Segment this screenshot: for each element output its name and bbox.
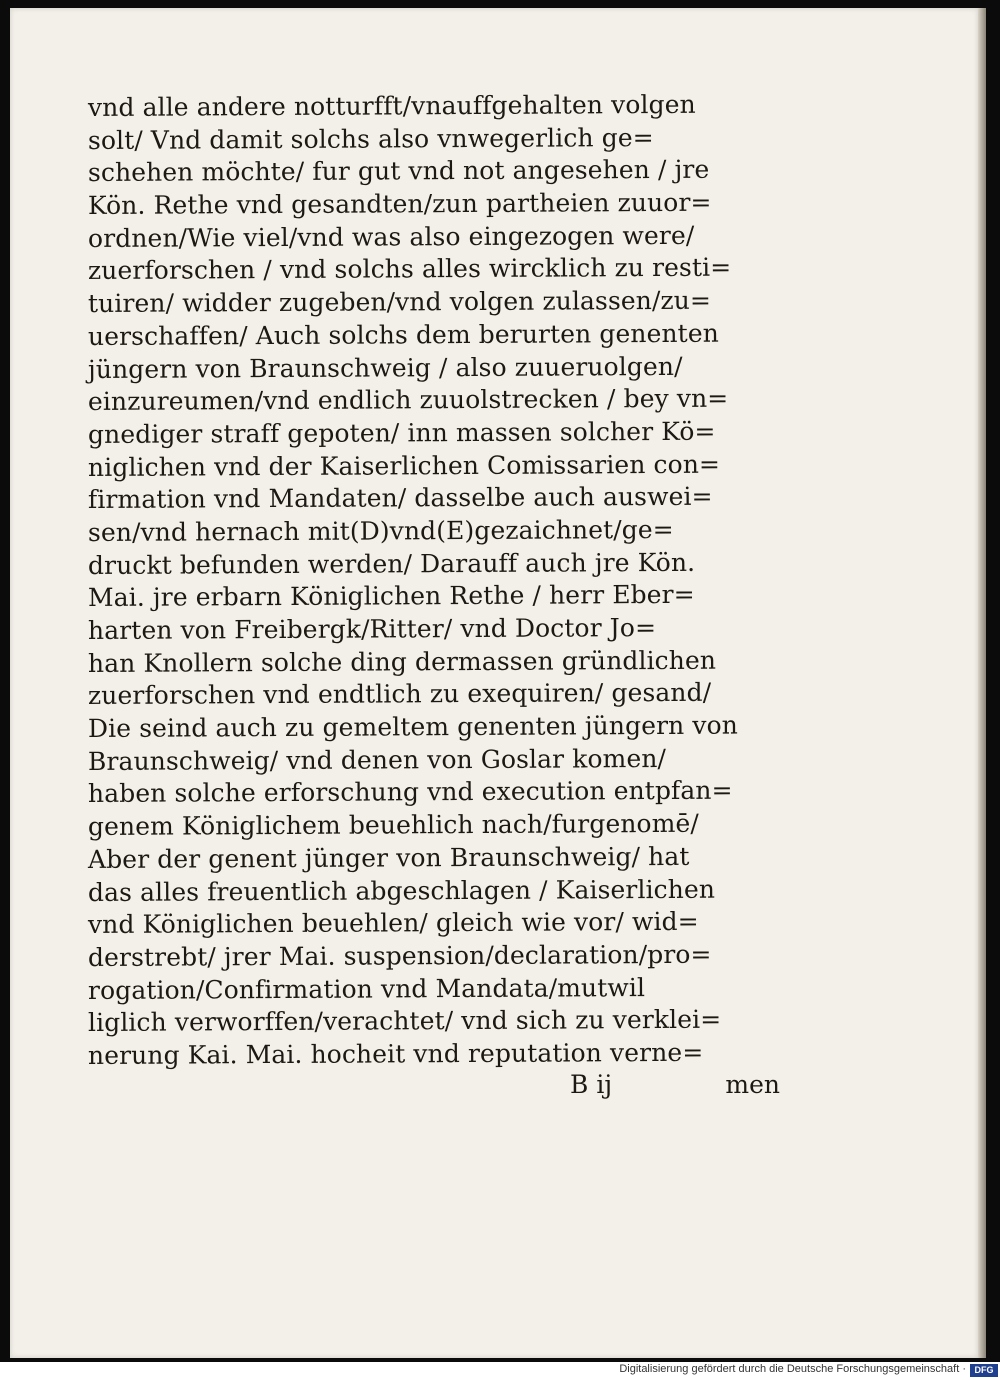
text-line: liglich verworffen/verachtet/ vnd sich zu verklei= <box>87 1004 722 1038</box>
text-line: nerung Kai. Mai. hocheit vnd reputation verne= <box>87 1037 704 1070</box>
text-line: ordnen/Wie viel/vnd was also eingezogen were/ <box>87 220 695 253</box>
book-page <box>10 8 978 1358</box>
text-line: harten von Freibergk/Ritter/ vnd Doctor Jo= <box>87 613 657 645</box>
catchword: men <box>725 1070 780 1099</box>
footer-bar <box>0 1362 1000 1380</box>
funding-credit: Digitalisierung gefördert durch die Deutsche Forschungsgemeinschaft · <box>619 1363 966 1375</box>
text-line: Aber der genent jünger von Braunschweig/ hat <box>87 841 690 874</box>
text-line: Die seind auch zu gemeltem genenten jüngern von <box>87 710 739 744</box>
text-line: zuerforschen / vnd solchs alles wircklich zu resti= <box>87 253 732 286</box>
text-line: einzureumen/vnd endlich zuuolstrecken / bey vn= <box>87 383 729 417</box>
text-line: solt/ Vnd damit solchs also vnwegerlich ge= <box>87 122 654 155</box>
dfg-logo-icon: DFG <box>970 1364 998 1377</box>
text-line: schehen möchte/ fur gut vnd not angesehen / jre <box>87 155 710 188</box>
body-text <box>87 89 778 1073</box>
text-line: derstrebt/ jrer Mai. suspension/declaration/pro= <box>87 939 712 972</box>
text-line: vnd alle andere notturfft/vnauffgehalten volgen <box>87 89 696 122</box>
text-line: tuiren/ widder zugeben/vnd volgen zulassen/zu= <box>87 285 712 319</box>
text-line: haben solche erforschung vnd execution entpfan= <box>87 776 733 809</box>
text-line: Braunschweig/ vnd denen von Goslar komen/ <box>87 743 667 776</box>
page-edge <box>978 8 986 1358</box>
text-line: das alles freuentlich abgeschlagen / Kaiserlichen <box>87 874 716 907</box>
text-line: niglichen vnd der Kaiserlichen Comissarien con= <box>87 449 721 482</box>
text-line: Kön. Rethe vnd gesandten/zun partheien zuuor= <box>87 187 712 221</box>
text-line: jüngern von Braunschweig / also zuueruolgen/ <box>87 351 683 384</box>
text-line: zuerforschen vnd endtlich zu exequiren/ gesand/ <box>87 678 712 711</box>
text-line: Mai. jre erbarn Königlichen Rethe / herr Eber= <box>87 580 695 613</box>
text-line: uerschaffen/ Auch solchs dem berurten genenten <box>87 318 719 351</box>
text-line: rogation/Confirmation vnd Mandata/mutwil <box>87 972 646 1005</box>
text-line: vnd Königlichen beuehlen/ gleich wie vor/ wid= <box>87 906 699 940</box>
text-line: gnediger straff gepoten/ inn massen solcher Kö= <box>87 416 716 449</box>
text-line: firmation vnd Mandaten/ dasselbe auch auswei= <box>87 481 713 515</box>
page-bottom-line <box>570 1070 780 1106</box>
text-line: han Knollern solche ding dermassen gründlichen <box>87 645 717 678</box>
text-line: genem Königlichem beuehlich nach/furgenomē/ <box>87 808 699 842</box>
text-line: druckt befunden werden/ Darauff auch jre Kön. <box>87 547 696 580</box>
signature-mark: B ij <box>570 1070 613 1099</box>
text-line: sen/vnd hernach mit(D)vnd(E)gezaichnet/ge= <box>87 514 674 547</box>
